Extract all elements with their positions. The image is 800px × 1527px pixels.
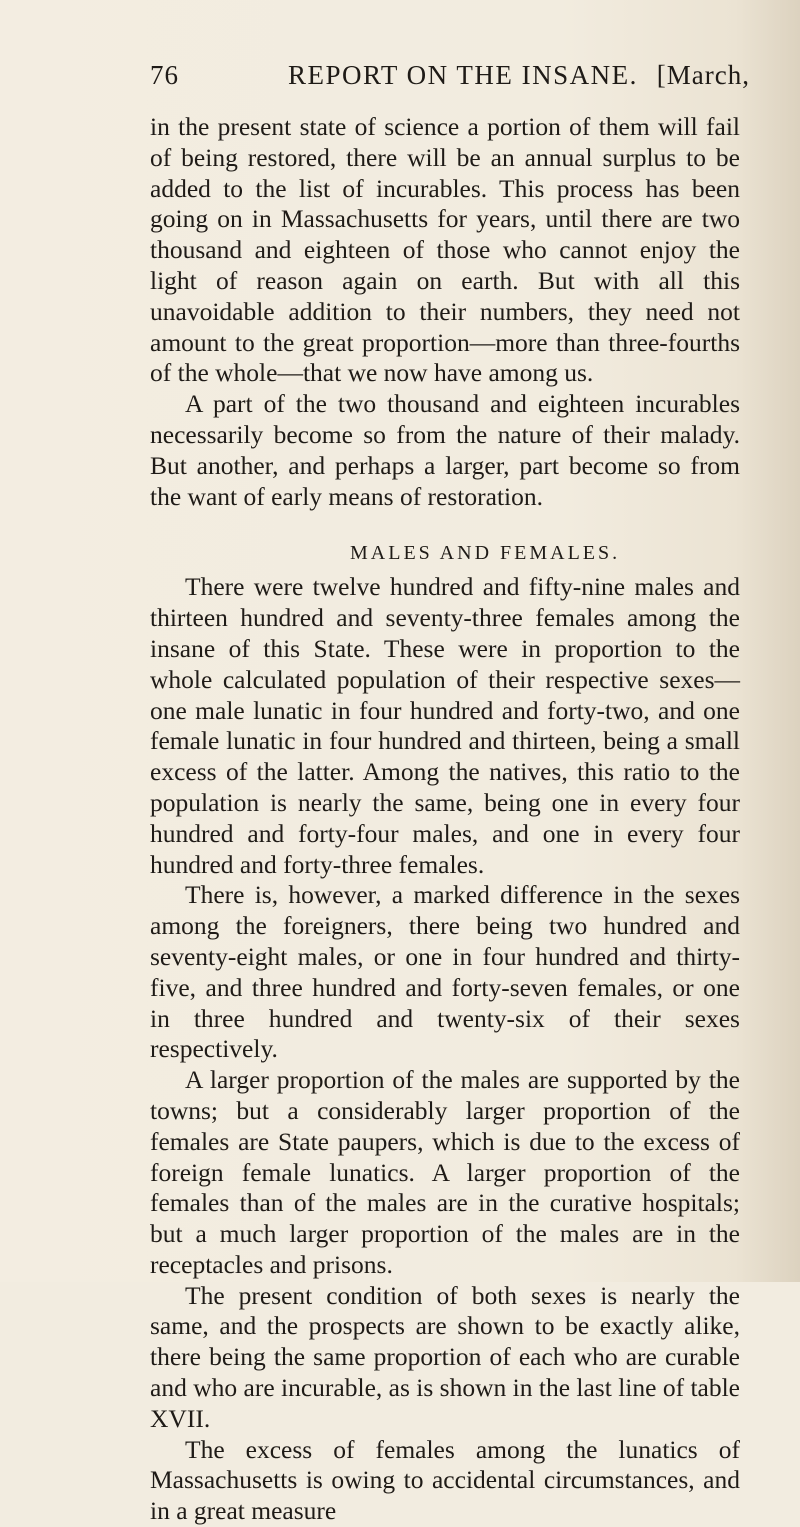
paragraph: The present condition of both sexes is nearly the same, and the prospects are shown to be exactly alike, there being the same proportion of each who are curable and who are incurable, as is shown in the last line of table XVII. <box>150 1280 740 1433</box>
running-date: [March, <box>656 60 750 90</box>
paragraph: The excess of females among the lunatics of Massachusetts is owing to accidental circumstances, and in a great measure <box>150 1434 740 1526</box>
paragraph: A larger proportion of the males are supported by the towns; but a considerably larger proportion of the females are State paupers, which is due to the excess of foreign female lunatics. A larger proportion of the females than of the males are in the curative hospitals; but a much larger proportion of the males are in the receptacles and prisons. <box>150 1065 740 1279</box>
paragraph: There is, however, a marked difference in the sexes among the foreigners, there being two hundred and seventy-eight males, or one in four hundred and thirty-five, and three hundred and forty-seven females, or one in three hundred and twenty-six of their sexes respectively. <box>150 880 740 1064</box>
paragraph: in the present state of science a portion of them will fail of being restored, there will be an annual surplus to be added to the list of incurables. This process has been going on in Massachusetts for years, until there are two thousand and eighteen of those who cannot enjoy the light of reason again on earth. But with all this unavoidable addition to their numbers, they need not amount to the great proportion—more than three-fourths of the whole—that we now have among us. <box>150 112 740 388</box>
page-number: 76 <box>150 60 179 90</box>
body-text <box>150 112 740 1527</box>
page-header <box>150 60 750 100</box>
section-heading: MALES AND FEMALES. <box>350 542 621 565</box>
paragraph: A part of the two thousand and eighteen incurables necessarily become so from the nature of their malady. But another, and perhaps a larger, part become so from the want of early means of restoration. <box>150 389 740 511</box>
paragraph: There were twelve hundred and fifty-nine males and thirteen hundred and seventy-three females among the insane of this State. These were in proportion to the whole calculated population of their respective sexes—one male lunatic in four hundred and forty-two, and one female lunatic in four hundred and thirteen, being a small excess of the latter. Among the natives, this ratio to the population is nearly the same, being one in every four hundred and forty-four males, and one in every four hundred and forty-three females. <box>150 572 740 879</box>
running-title: REPORT ON THE INSANE. <box>288 60 638 90</box>
